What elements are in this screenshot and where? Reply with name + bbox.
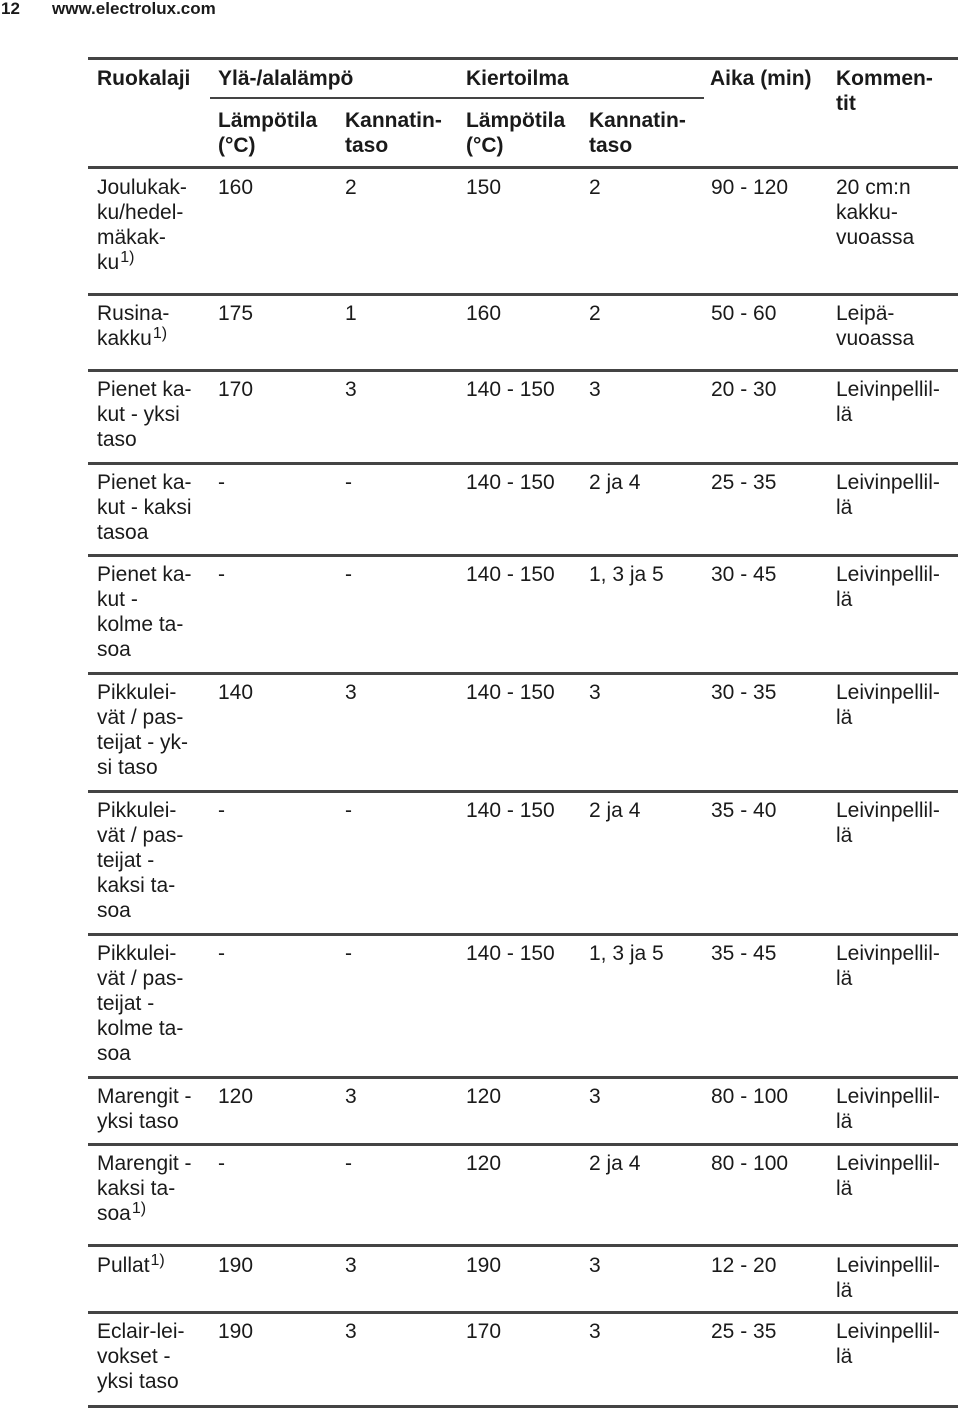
dish-name-text: Pienet ka- kut - yksi taso	[97, 378, 192, 451]
cell-temp2: 120	[466, 1085, 502, 1108]
row-rule	[88, 933, 958, 936]
dish-name	[97, 1253, 205, 1280]
cell-level2: 2 ja 4	[589, 799, 641, 822]
row-rule	[88, 790, 958, 793]
site-url: www.electrolux.com	[52, 0, 216, 18]
dish-name	[97, 798, 205, 923]
row-rule	[88, 672, 958, 675]
subheader-rule	[210, 97, 704, 99]
cell-level1: -	[345, 563, 352, 586]
cell-level1: 3	[345, 1085, 357, 1108]
cell-temp2: 160	[466, 302, 502, 325]
cell-level1: 2	[345, 176, 357, 199]
dish-name-text: Rusina- kakku	[97, 302, 170, 350]
cell-temp1: -	[218, 563, 225, 586]
cell-temp1: 190	[218, 1320, 254, 1343]
dish-name	[97, 470, 205, 545]
footnote-marker: 1)	[120, 249, 135, 266]
cell-level2: 3	[589, 378, 601, 401]
col-header-comments: Kommen- tit	[836, 67, 933, 115]
cell-temp2: 120	[466, 1152, 502, 1175]
col-header-conventional: Ylä-/alalämpö	[218, 67, 354, 90]
cell-level1: 3	[345, 378, 357, 401]
row-rule	[88, 1311, 958, 1314]
col-header-temp1: Lämpötila (°C)	[218, 109, 318, 157]
cell-comment: Leivinpellil- lä	[836, 1320, 940, 1368]
cell-temp2: 170	[466, 1320, 502, 1343]
row-rule	[88, 1143, 958, 1146]
dish-name-text: Marengit - kaksi ta- soa	[97, 1152, 192, 1225]
cell-level1: -	[345, 471, 352, 494]
cell-temp2: 140 - 150	[466, 799, 555, 822]
cell-level1: 3	[345, 681, 357, 704]
cell-comment: Leivinpellil- lä	[836, 563, 940, 611]
cell-level1: 3	[345, 1254, 357, 1277]
cell-time: 20 - 30	[711, 378, 777, 401]
cell-level1: -	[345, 1152, 352, 1175]
cell-level2: 2	[589, 302, 601, 325]
cell-temp2: 140 - 150	[466, 471, 555, 494]
footnote-marker: 1)	[131, 1200, 147, 1217]
cell-comment: Leivinpellil- lä	[836, 681, 940, 729]
dish-name	[97, 941, 205, 1066]
cell-comment: Leivinpellil- lä	[836, 942, 940, 990]
cell-comment: Leivinpellil- lä	[836, 1152, 940, 1200]
dish-name-text: Pienet ka- kut - kolme ta- soa	[97, 563, 192, 661]
row-rule	[88, 1405, 958, 1408]
cell-comment: Leivinpellil- lä	[836, 378, 940, 426]
cell-temp1: 140	[218, 681, 254, 704]
cell-temp1: 190	[218, 1254, 254, 1277]
cell-level2: 2 ja 4	[589, 1152, 641, 1175]
cell-level2: 2	[589, 176, 601, 199]
dish-name-text: Pikkulei- vät / pas- teijat - kolme ta- soa	[97, 942, 184, 1065]
cell-temp1: -	[218, 942, 225, 965]
cell-temp2: 140 - 150	[466, 378, 555, 401]
cell-temp2: 190	[466, 1254, 502, 1277]
row-rule	[88, 1076, 958, 1079]
cell-level1: 1	[345, 302, 357, 325]
cell-level1: -	[345, 942, 352, 965]
cell-comment: 20 cm:n kakku- vuoassa	[836, 176, 915, 249]
row-rule	[88, 293, 958, 296]
cell-comment: Leivinpellil- lä	[836, 471, 940, 519]
cell-time: 50 - 60	[711, 302, 777, 325]
col-header-level1: Kannatin- taso	[345, 109, 442, 157]
col-header-time: Aika (min)	[710, 67, 812, 90]
cell-time: 12 - 20	[711, 1254, 777, 1277]
cell-temp2: 140 - 150	[466, 681, 555, 704]
cell-temp2: 140 - 150	[466, 942, 555, 965]
cell-comment: Leivinpellil- lä	[836, 799, 940, 847]
dish-name-text: Pullat	[97, 1254, 150, 1277]
dish-name	[97, 1084, 205, 1134]
cell-temp1: 120	[218, 1085, 254, 1108]
footnote-marker: 1)	[152, 325, 168, 342]
page-number: 12	[1, 0, 20, 18]
row-rule	[88, 462, 958, 465]
cell-level2: 3	[589, 681, 601, 704]
cell-comment: Leivinpellil- lä	[836, 1085, 940, 1133]
row-rule	[88, 369, 958, 372]
cell-comment: Leipä- vuoassa	[836, 302, 915, 350]
cell-level1: 3	[345, 1320, 357, 1343]
cell-time: 30 - 45	[711, 563, 777, 586]
col-header-temp2: Lämpötila (°C)	[466, 109, 566, 157]
dish-name	[97, 377, 205, 452]
cell-time: 30 - 35	[711, 681, 777, 704]
cell-temp2: 150	[466, 176, 502, 199]
dish-name-text: Pienet ka- kut - kaksi tasoa	[97, 471, 192, 544]
cell-level2: 3	[589, 1320, 601, 1343]
dish-name-text: Marengit - yksi taso	[97, 1085, 192, 1133]
row-rule	[88, 554, 958, 557]
cell-level2: 1, 3 ja 5	[589, 942, 664, 965]
cell-time: 90 - 120	[711, 176, 789, 199]
dish-name-text: Joulukak- ku/hedel- mäkak- ku	[97, 176, 187, 274]
cell-temp1: -	[218, 799, 225, 822]
cell-temp1: -	[218, 471, 225, 494]
cell-time: 35 - 45	[711, 942, 777, 965]
col-header-fan: Kiertoilma	[466, 67, 569, 90]
cell-level2: 3	[589, 1254, 601, 1277]
cell-temp2: 140 - 150	[466, 563, 555, 586]
table-top-rule	[88, 57, 958, 60]
dish-name	[97, 1319, 205, 1394]
cell-temp1: 170	[218, 378, 254, 401]
cell-time: 35 - 40	[711, 799, 777, 822]
dish-name-text: Pikkulei- vät / pas- teijat - yk- si taso	[97, 681, 189, 779]
cell-temp1: 175	[218, 302, 254, 325]
cell-time: 25 - 35	[711, 1320, 777, 1343]
cell-time: 25 - 35	[711, 471, 777, 494]
dish-name	[97, 1151, 205, 1228]
cell-time: 80 - 100	[711, 1085, 789, 1108]
row-rule	[88, 166, 958, 169]
dish-name	[97, 562, 205, 662]
cell-level1: -	[345, 799, 352, 822]
cell-comment: Leivinpellil- lä	[836, 1254, 940, 1302]
dish-name-text: Eclair-lei- vokset - yksi taso	[97, 1320, 185, 1393]
footnote-marker: 1)	[150, 1252, 165, 1269]
dish-name	[97, 680, 205, 780]
cell-temp1: -	[218, 1152, 225, 1175]
cell-level2: 1, 3 ja 5	[589, 563, 664, 586]
col-header-level2: Kannatin- taso	[589, 109, 686, 157]
dish-name	[97, 175, 205, 277]
col-header-dish: Ruokalaji	[97, 67, 191, 90]
dish-name-text: Pikkulei- vät / pas- teijat - kaksi ta- soa	[97, 799, 184, 922]
dish-name	[97, 301, 205, 353]
cell-temp1: 160	[218, 176, 254, 199]
cell-level2: 2 ja 4	[589, 471, 641, 494]
row-rule	[88, 1244, 958, 1247]
cell-time: 80 - 100	[711, 1152, 789, 1175]
cell-level2: 3	[589, 1085, 601, 1108]
